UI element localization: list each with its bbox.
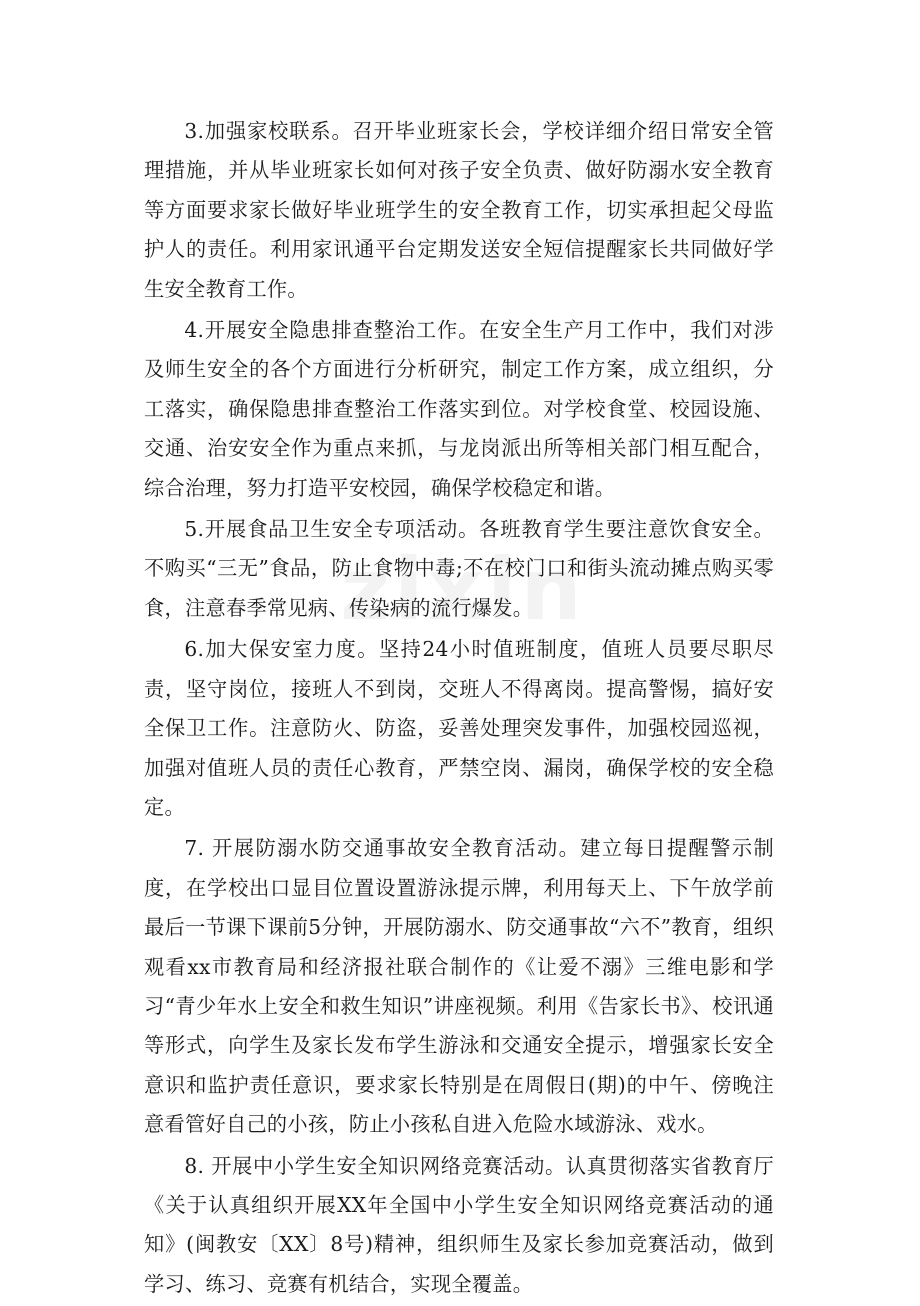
paragraph-8: 8. 开展中小学生安全知识网络竞赛活动。认真贯彻落实省教育厅《关于认真组织开展XX年全国中小学生安全知识网络竞赛活动的通知》(闽教安〔XX〕8号)精神，组织师生及家长参加竞赛活动，做到学习、练习、竞赛有机结合，实现全覆盖。 xyxy=(144,1153,774,1296)
paragraph-6: 6.加大保安室力度。坚持24小时值班制度，值班人员要尽职尽责，坚守岗位，接班人不到岗，交班人不得离岗。提高警惕，搞好安全保卫工作。注意防火、防盗，妥善处理突发事件，加强校园巡视，加强对值班人员的责任心教育，严禁空岗、漏岗，确保学校的安全稳定。 xyxy=(144,637,774,819)
paragraph-3: 3.加强家校联系。召开毕业班家长会，学校详细介绍日常安全管理措施，并从毕业班家长如何对孩子安全负责、做好防溺水安全教育等方面要求家长做好毕业班学生的安全教育工作，切实承担起父母监护人的责任。利用家讯通平台定期发送安全短信提醒家长共同做好学生安全教育工作。 xyxy=(144,119,774,301)
document-body xyxy=(144,112,774,1306)
paragraph-5: 5.开展食品卫生安全专项活动。各班教育学生要注意饮食安全。不购买“三无”食品，防止食物中毒;不在校门口和街头流动摊点购买零食，注意春季常见病、传染病的流行爆发。 xyxy=(144,517,774,620)
paragraph-4: 4.开展安全隐患排查整治工作。在安全生产月工作中，我们对涉及师生安全的各个方面进行分析研究，制定工作方案，成立组织，分工落实，确保隐患排查整治工作落实到位。对学校食堂、校园设施、交通、治安安全作为重点来抓，与龙岗派出所等相关部门相互配合，综合治理，努力打造平安校园，确保学校稳定和谐。 xyxy=(144,318,774,500)
paragraph-7: 7. 开展防溺水防交通事故安全教育活动。建立每日提醒警示制度，在学校出口显目位置设置游泳提示牌，利用每天上、下午放学前最后一节课下课前5分钟，开展防溺水、防交通事故“六不”教育，组织观看xx市教育局和经济报社联合制作的《让爱不溺》三维电影和学习“青少年水上安全和救生知识”讲座视频。利用《告家长书》、校讯通等形式，向学生及家长发布学生游泳和交通安全提示，增强家长安全意识和监护责任意识，要求家长特别是在周假日(期)的中午、傍晚注意看管好自己的小孩，防止小孩私自进入危险水域游泳、戏水。 xyxy=(144,836,774,1137)
